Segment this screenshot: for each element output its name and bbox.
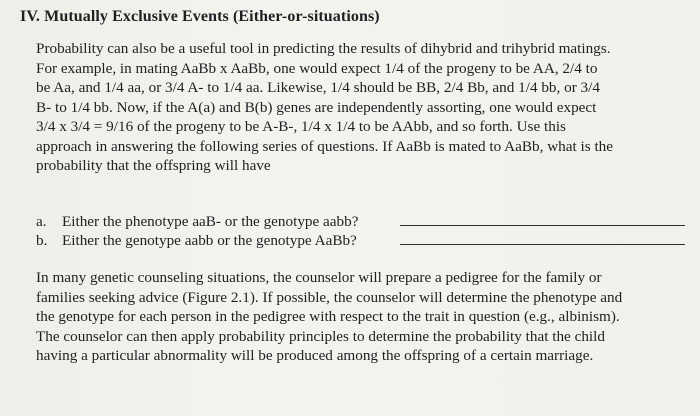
paragraph-line: B- to 1/4 bb. Now, if the A(a) and B(b) genes are independently assorting, one would expect — [36, 98, 597, 116]
question-a — [36, 212, 358, 231]
paragraph-line: 3/4 x 3/4 = 9/16 of the progeny to be A-B-, 1/4 x 1/4 to be AAbb, and so forth. Use this — [36, 118, 566, 135]
section-heading: IV. Mutually Exclusive Events (Either-or-situations) — [20, 8, 380, 25]
paragraph-line: Probability can also be a useful tool in predicting the results of dihybrid and trihybrid matings. — [36, 40, 611, 57]
paragraph-line: the genotype for each person in the pedigree with respect to the trait in question (e.g., albinism). — [36, 308, 620, 325]
paragraph-line: For example, in mating AaBb x AaBb, one would expect 1/4 of the progeny to be AA, 2/4 to — [36, 59, 598, 77]
answer-blank-b[interactable] — [400, 244, 685, 245]
paragraph-line: The counselor can then apply probability principles to determine the probability that the child — [36, 327, 605, 345]
paragraph-line: be Aa, and 1/4 aa, or 3/4 A- to 1/4 aa. Likewise, 1/4 should be BB, 2/4 Bb, and 1/4 bb, or 3/4 — [36, 79, 600, 96]
answer-blank-a[interactable] — [400, 225, 685, 226]
paragraph-line: In many genetic counseling situations, the counselor will prepare a pedigree for the family or — [36, 269, 602, 286]
question-letter: b. — [36, 232, 48, 249]
paragraph-genetic-counseling — [36, 268, 686, 366]
paragraph-line: having a particular abnormality will be produced among the offspring of a certain marriage. — [36, 347, 594, 364]
paragraph-probability — [36, 39, 686, 176]
paragraph-line: families seeking advice (Figure 2.1). If possible, the counselor will determine the phenotype and — [36, 288, 623, 306]
question-b — [36, 231, 357, 250]
question-text: Either the genotype aabb or the genotype AaBb? — [62, 232, 357, 249]
question-letter: a. — [36, 213, 47, 230]
paragraph-line: approach in answering the following series of questions. If AaBb is mated to AaBb, what is the — [36, 137, 614, 155]
question-text: Either the phenotype aaB- or the genotype aabb? — [62, 213, 359, 230]
paragraph-line: probability that the offspring will have — [36, 157, 271, 174]
